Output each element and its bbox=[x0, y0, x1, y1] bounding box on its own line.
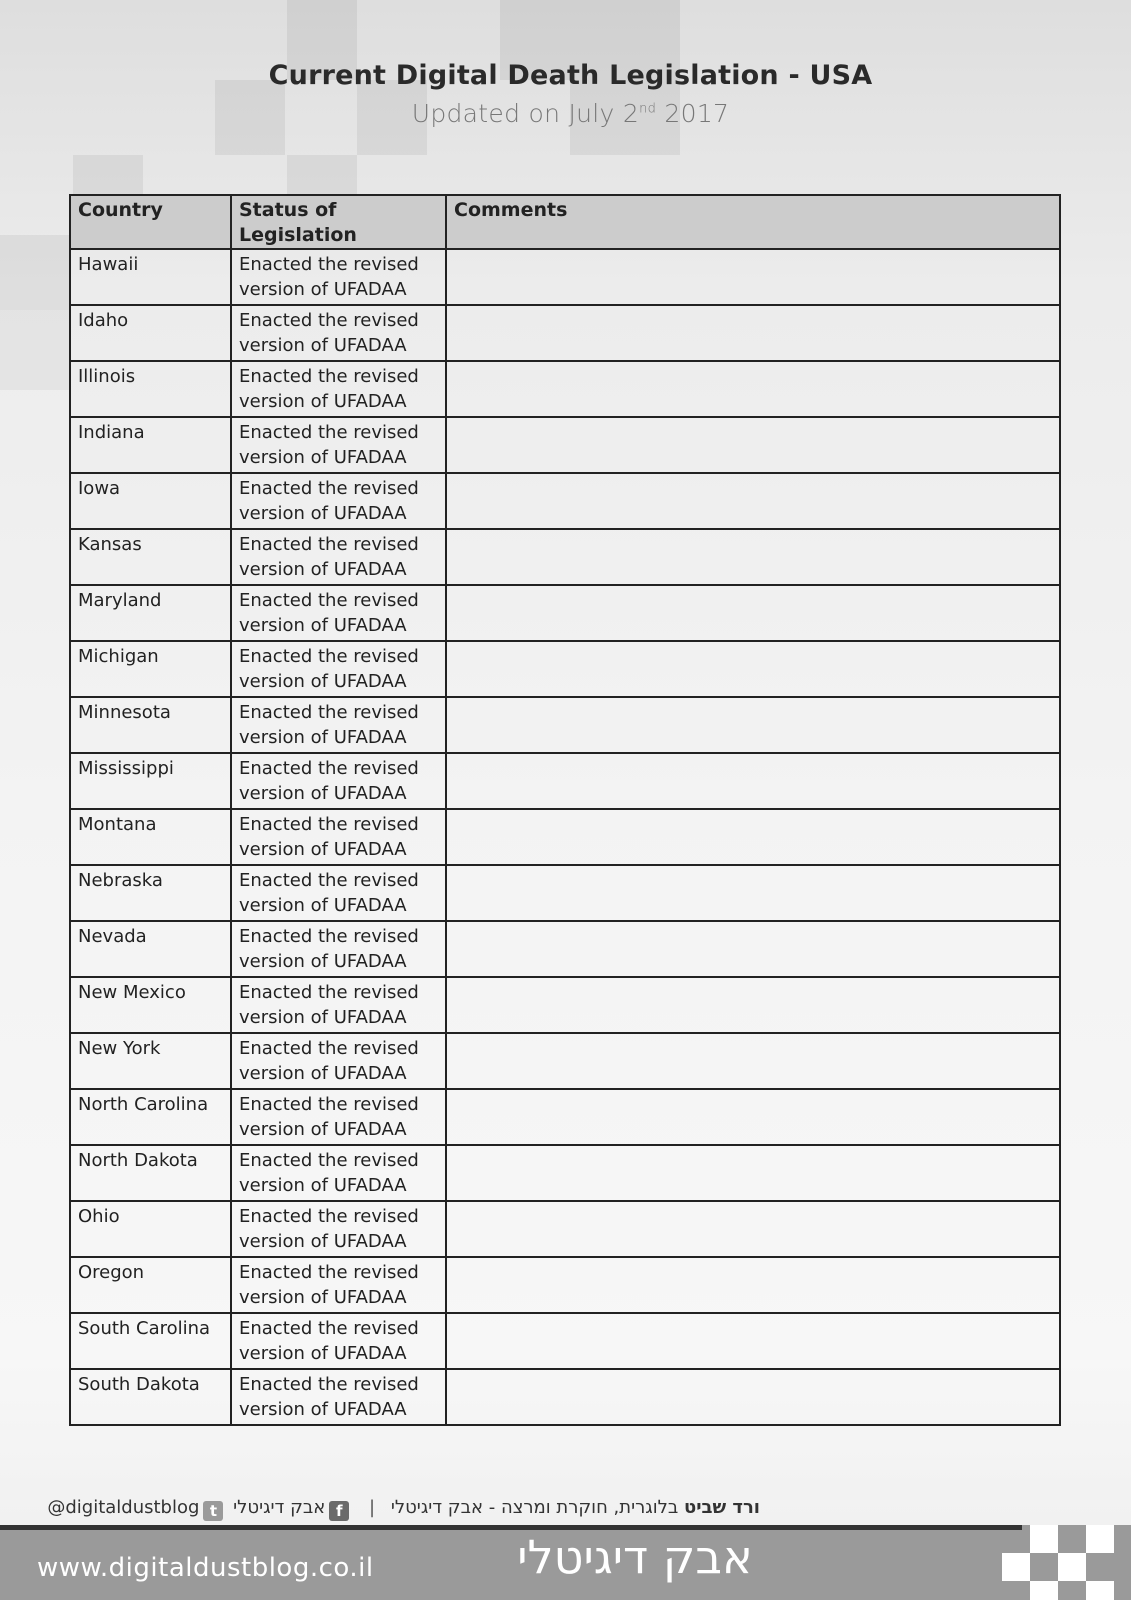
comments-cell bbox=[446, 1313, 1060, 1369]
status-cell: Enacted the revised version of UFADAA bbox=[231, 1257, 446, 1313]
table-row bbox=[70, 921, 1060, 977]
page-header bbox=[0, 60, 1131, 128]
comments-cell bbox=[446, 697, 1060, 753]
website-url[interactable]: www.digitaldustblog.co.il bbox=[37, 1553, 374, 1583]
table-row bbox=[70, 1201, 1060, 1257]
comments-cell bbox=[446, 1201, 1060, 1257]
status-cell: Enacted the revised version of UFADAA bbox=[231, 809, 446, 865]
table-header-row bbox=[70, 195, 1060, 249]
author-name: ורד שביט bbox=[683, 1497, 760, 1518]
page-title: Current Digital Death Legislation - USA bbox=[268, 60, 873, 91]
legislation-table bbox=[69, 194, 1061, 1426]
status-cell: Enacted the revised version of UFADAA bbox=[231, 1033, 446, 1089]
status-cell: Enacted the revised version of UFADAA bbox=[231, 921, 446, 977]
twitter-handle[interactable]: @digitaldustblog bbox=[47, 1497, 200, 1518]
footer-credits bbox=[30, 1497, 760, 1519]
table-row bbox=[70, 249, 1060, 305]
facebook-label[interactable]: אבק דיגיטלי bbox=[233, 1497, 326, 1518]
comments-cell bbox=[446, 1145, 1060, 1201]
subtitle-year: 2017 bbox=[656, 99, 730, 128]
country-cell: Hawaii bbox=[70, 249, 231, 305]
table-row bbox=[70, 641, 1060, 697]
comments-cell bbox=[446, 1089, 1060, 1145]
table-row bbox=[70, 1145, 1060, 1201]
twitter-icon[interactable]: t bbox=[203, 1501, 223, 1521]
country-cell: Oregon bbox=[70, 1257, 231, 1313]
status-cell: Enacted the revised version of UFADAA bbox=[231, 1313, 446, 1369]
country-cell: Iowa bbox=[70, 473, 231, 529]
comments-cell bbox=[446, 1369, 1060, 1425]
table-row bbox=[70, 697, 1060, 753]
table-row bbox=[70, 529, 1060, 585]
table-row bbox=[70, 753, 1060, 809]
comments-cell bbox=[446, 809, 1060, 865]
country-cell: Indiana bbox=[70, 417, 231, 473]
decor-square bbox=[1002, 1553, 1030, 1581]
country-cell: Idaho bbox=[70, 305, 231, 361]
table-row bbox=[70, 1089, 1060, 1145]
country-cell: New York bbox=[70, 1033, 231, 1089]
comments-cell bbox=[446, 417, 1060, 473]
status-cell: Enacted the revised version of UFADAA bbox=[231, 529, 446, 585]
decor-square bbox=[1030, 1581, 1058, 1600]
table-row bbox=[70, 1313, 1060, 1369]
country-cell: Mississippi bbox=[70, 753, 231, 809]
status-cell: Enacted the revised version of UFADAA bbox=[231, 1369, 446, 1425]
status-cell: Enacted the revised version of UFADAA bbox=[231, 249, 446, 305]
status-cell: Enacted the revised version of UFADAA bbox=[231, 753, 446, 809]
comments-cell bbox=[446, 921, 1060, 977]
comments-cell bbox=[446, 865, 1060, 921]
table-row bbox=[70, 1257, 1060, 1313]
decor-square bbox=[1058, 1553, 1086, 1581]
country-cell: Kansas bbox=[70, 529, 231, 585]
status-cell: Enacted the revised version of UFADAA bbox=[231, 1089, 446, 1145]
decor-square bbox=[287, 155, 357, 195]
decor-square bbox=[0, 235, 70, 310]
comments-cell bbox=[446, 529, 1060, 585]
subtitle-date: Updated on July 2 bbox=[411, 99, 640, 128]
comments-cell bbox=[446, 753, 1060, 809]
status-cell: Enacted the revised version of UFADAA bbox=[231, 585, 446, 641]
facebook-icon[interactable]: f bbox=[329, 1501, 349, 1521]
table-row bbox=[70, 1033, 1060, 1089]
comments-cell bbox=[446, 585, 1060, 641]
country-cell: Ohio bbox=[70, 1201, 231, 1257]
comments-cell bbox=[446, 1033, 1060, 1089]
status-cell: Enacted the revised version of UFADAA bbox=[231, 697, 446, 753]
status-cell: Enacted the revised version of UFADAA bbox=[231, 977, 446, 1033]
status-cell: Enacted the revised version of UFADAA bbox=[231, 361, 446, 417]
table-row bbox=[70, 809, 1060, 865]
status-cell: Enacted the revised version of UFADAA bbox=[231, 417, 446, 473]
page-subtitle bbox=[10, 99, 1131, 128]
country-cell: Michigan bbox=[70, 641, 231, 697]
table-row bbox=[70, 1369, 1060, 1425]
country-cell: Minnesota bbox=[70, 697, 231, 753]
subtitle-ordinal: nd bbox=[639, 101, 657, 117]
author-description: בלוגרית, חוקרת ומרצה - אבק דיגיטלי bbox=[390, 1497, 684, 1518]
comments-cell bbox=[446, 641, 1060, 697]
column-header-status: Status of Legislation bbox=[231, 195, 446, 249]
status-cell: Enacted the revised version of UFADAA bbox=[231, 305, 446, 361]
country-cell: Montana bbox=[70, 809, 231, 865]
table-row bbox=[70, 473, 1060, 529]
status-cell: Enacted the revised version of UFADAA bbox=[231, 1145, 446, 1201]
comments-cell bbox=[446, 361, 1060, 417]
comments-cell bbox=[446, 1257, 1060, 1313]
table-row bbox=[70, 865, 1060, 921]
table-row bbox=[70, 417, 1060, 473]
status-cell: Enacted the revised version of UFADAA bbox=[231, 641, 446, 697]
column-header-country: Country bbox=[70, 195, 231, 249]
country-cell: Maryland bbox=[70, 585, 231, 641]
country-cell: Nebraska bbox=[70, 865, 231, 921]
table-row bbox=[70, 361, 1060, 417]
country-cell: New Mexico bbox=[70, 977, 231, 1033]
comments-cell bbox=[446, 977, 1060, 1033]
decor-square bbox=[1086, 1525, 1114, 1553]
decor-square bbox=[1030, 1525, 1058, 1553]
country-cell: Nevada bbox=[70, 921, 231, 977]
decor-square bbox=[0, 310, 70, 390]
status-cell: Enacted the revised version of UFADAA bbox=[231, 1201, 446, 1257]
table-row bbox=[70, 305, 1060, 361]
country-cell: North Carolina bbox=[70, 1089, 231, 1145]
table-row bbox=[70, 977, 1060, 1033]
brand-logo-text: אבק דיגיטלי bbox=[517, 1530, 753, 1584]
status-cell: Enacted the revised version of UFADAA bbox=[231, 473, 446, 529]
country-cell: South Carolina bbox=[70, 1313, 231, 1369]
comments-cell bbox=[446, 249, 1060, 305]
country-cell: Illinois bbox=[70, 361, 231, 417]
footer-separator: | bbox=[369, 1497, 376, 1518]
comments-cell bbox=[446, 305, 1060, 361]
country-cell: South Dakota bbox=[70, 1369, 231, 1425]
country-cell: North Dakota bbox=[70, 1145, 231, 1201]
column-header-comments: Comments bbox=[446, 195, 1060, 249]
table-row bbox=[70, 585, 1060, 641]
comments-cell bbox=[446, 473, 1060, 529]
status-cell: Enacted the revised version of UFADAA bbox=[231, 865, 446, 921]
decor-square bbox=[1086, 1581, 1114, 1600]
